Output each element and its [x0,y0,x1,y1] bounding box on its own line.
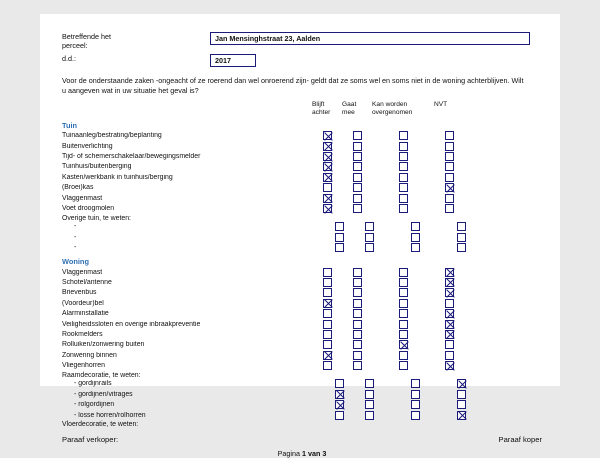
checkbox[interactable] [335,400,344,409]
checkbox-cell[interactable] [434,268,464,277]
checkbox[interactable] [323,173,332,182]
column-header-line1: Blijft [312,101,325,109]
checkbox-cell[interactable] [342,361,372,370]
checkbox-cell[interactable] [372,142,434,151]
checkbox[interactable] [399,330,408,339]
checkbox[interactable] [399,320,408,329]
checklist-label: Rolluiken/zonwering buiten [62,341,145,349]
checklist-label: Kasten/werkbank in tuinhuis/berging [62,173,173,181]
checkbox[interactable] [457,411,466,420]
checklist-row [62,329,542,339]
checkbox[interactable] [445,162,454,171]
checkbox-cell[interactable] [312,299,342,308]
checklist-label: Schotel/antenne [62,278,112,286]
checkbox-cell[interactable] [312,361,342,370]
checkbox-cell[interactable] [372,162,434,171]
checkbox-cell[interactable] [354,243,384,252]
checkbox-cell[interactable] [312,162,342,171]
checkbox[interactable] [445,152,454,161]
signature-footer [62,435,542,444]
checkbox-cell[interactable] [324,233,354,242]
checklist-label: Voet droogmolen [62,205,115,213]
checkbox[interactable] [365,379,374,388]
checklist-label: Buitenverlichting [62,142,113,150]
column-header-line2: mee [342,109,355,117]
checkbox-cell[interactable] [324,379,354,388]
checkbox-cell[interactable] [342,183,372,192]
floor-decoration-heading: Vloerdecoratie, te weten: [62,421,139,429]
checklist-label: Vlaggenmast [62,268,103,276]
document-page [40,14,560,458]
checkbox[interactable] [353,288,362,297]
checkbox[interactable] [411,243,420,252]
checkbox[interactable] [445,131,454,140]
column-header-line2: achter [312,109,331,117]
checkbox[interactable] [411,411,420,420]
checkbox[interactable] [399,268,408,277]
checkbox[interactable] [323,309,332,318]
checkbox-cell[interactable] [446,390,476,399]
checkbox-cell[interactable] [324,411,354,420]
checkbox[interactable] [335,233,344,242]
checkbox-cell[interactable] [312,152,342,161]
checkbox[interactable] [323,299,332,308]
checkbox-cell[interactable] [342,142,372,151]
checkbox-cell[interactable] [384,411,446,420]
checkbox-cell[interactable] [354,222,384,231]
checkbox-cell[interactable] [312,309,342,318]
page-number [62,449,542,458]
checkbox[interactable] [353,340,362,349]
date-label: d.d.: [62,54,76,63]
checkbox[interactable] [353,351,362,360]
checkbox-cell[interactable] [354,400,384,409]
checkbox[interactable] [353,173,362,182]
intro-text: Voor de onderstaande zaken -ongeacht of ze roerend dan wel onroerend zijn- geldt dat ze soms wel en soms niet in de woning achterblijven. Wilt u aangeven wat in uw situatie het geval is? [62,76,524,95]
checkbox[interactable] [445,278,454,287]
checkbox-cell[interactable] [342,131,372,140]
checkbox-cell[interactable] [372,268,434,277]
checkbox-cell[interactable] [372,204,434,213]
checkbox-cell[interactable] [372,183,434,192]
checkbox[interactable] [399,142,408,151]
checkbox-cell[interactable] [384,243,446,252]
checkbox[interactable] [399,173,408,182]
checklist-label: Vlaggenmast [62,194,103,202]
checkbox[interactable] [411,400,420,409]
checkbox[interactable] [399,299,408,308]
checkbox-cell[interactable] [372,299,434,308]
checkbox-cell[interactable] [384,400,446,409]
checkbox-cell[interactable] [372,330,434,339]
free-text-heading: Overige tuin, te weten: [62,214,131,222]
checkbox[interactable] [323,183,332,192]
checkbox-cell[interactable] [434,162,464,171]
checkbox-cell[interactable] [434,309,464,318]
column-header-kan-worden-overgenomen [372,101,434,116]
checkbox-cell[interactable] [312,340,342,349]
checklist-label: Tijd- of schemerschakelaar/bewegingsmelder [62,153,201,161]
checkbox[interactable] [353,299,362,308]
checkbox[interactable] [353,278,362,287]
checkbox-cell[interactable] [312,330,342,339]
checklist-label: Tuinaanleg/bestrating/beplanting [62,132,162,140]
checkbox-cell[interactable] [342,152,372,161]
page-number-prefix: Pagina [277,449,302,458]
checkbox[interactable] [353,162,362,171]
free-text-heading: Raamdecoratie, te weten: [62,371,141,379]
checkbox[interactable] [323,204,332,213]
checklist-row [62,193,542,203]
checkbox-cell[interactable] [372,278,434,287]
checkbox-cell[interactable] [434,173,464,182]
checkbox-cell[interactable] [312,142,342,151]
checklist-row [62,232,542,242]
checkbox[interactable] [457,222,466,231]
checkbox-cell[interactable] [434,361,464,370]
checkbox[interactable] [353,183,362,192]
checkbox-cell[interactable] [434,183,464,192]
buyer-initials-label: Paraaf koper [498,435,542,445]
section-title: Tuin [62,120,78,130]
checkbox-cell[interactable] [384,233,446,242]
checkbox[interactable] [411,222,420,231]
checklist-label: Rookmelders [62,330,103,338]
checkbox[interactable] [445,299,454,308]
checkbox-cell[interactable] [434,288,464,297]
sections-container [62,121,542,421]
checkbox[interactable] [445,194,454,203]
checklist-row [62,203,542,213]
checkbox-cell[interactable] [342,309,372,318]
subject-row [62,32,542,50]
checkbox[interactable] [445,340,454,349]
checkbox[interactable] [399,194,408,203]
checklist-label[interactable]: - gordijnen/vitrages [74,390,133,398]
checkbox[interactable] [323,330,332,339]
checkbox[interactable] [365,411,374,420]
checkbox-cell[interactable] [434,320,464,329]
checkbox[interactable] [445,351,454,360]
checkbox[interactable] [445,320,454,329]
checkbox[interactable] [457,243,466,252]
checkbox-cell[interactable] [342,204,372,213]
address-field[interactable]: Jan Mensinghstraat 23, Aalden [210,32,530,45]
checkbox-cell[interactable] [312,173,342,182]
checkbox[interactable] [365,390,374,399]
subject-label-line2: perceel: [62,41,88,50]
checkbox-cell[interactable] [312,268,342,277]
date-field[interactable]: 2017 [210,54,256,67]
checkbox[interactable] [353,361,362,370]
checkbox-cell[interactable] [434,340,464,349]
checkbox-cell[interactable] [342,340,372,349]
checklist-row [62,141,542,151]
checkbox-cell[interactable] [434,204,464,213]
checkbox-cell[interactable] [342,162,372,171]
checkbox[interactable] [399,183,408,192]
checkbox[interactable] [399,351,408,360]
checkbox-cell[interactable] [312,194,342,203]
checkbox-cell[interactable] [354,233,384,242]
checkbox[interactable] [445,330,454,339]
checklist-row [62,298,542,308]
checkbox-cell[interactable] [372,131,434,140]
checkbox[interactable] [335,390,344,399]
checkbox-cell[interactable] [324,243,354,252]
column-header-line1: Gaat [342,101,357,109]
checkbox-cell[interactable] [384,379,446,388]
checkbox-cell[interactable] [342,194,372,203]
checkbox[interactable] [411,390,420,399]
checkbox[interactable] [335,243,344,252]
checkbox[interactable] [399,361,408,370]
subject-label [62,32,210,50]
checkbox[interactable] [323,194,332,203]
checkbox[interactable] [399,131,408,140]
checkbox[interactable] [445,173,454,182]
checkbox[interactable] [399,204,408,213]
checkbox[interactable] [323,361,332,370]
column-header-line1: Kan worden [372,101,408,109]
checkbox-cell[interactable] [446,400,476,409]
checkbox-cell[interactable] [434,142,464,151]
checkbox-cell[interactable] [324,222,354,231]
checklist-row [62,277,542,287]
checkbox-cell[interactable] [372,288,434,297]
checklist-label: Zonwering binnen [62,351,117,359]
checkbox-cell[interactable] [446,379,476,388]
checkbox[interactable] [353,204,362,213]
checkbox-cell[interactable] [446,222,476,231]
column-headers [62,101,542,116]
checklist-label[interactable]: - [74,223,77,231]
checklist-row [62,400,542,410]
checkbox[interactable] [445,204,454,213]
column-header-blijft-achter [312,101,342,116]
checkbox[interactable] [365,233,374,242]
checkbox-cell[interactable] [434,351,464,360]
checklist-row [62,172,542,182]
checkbox-cell[interactable] [446,243,476,252]
checklist-label: (Voordeur)bel [62,299,104,307]
checkbox-cell[interactable] [312,320,342,329]
checkbox[interactable] [411,379,420,388]
checkbox-cell[interactable] [312,183,342,192]
checkbox-cell[interactable] [342,320,372,329]
checklist-row [62,131,542,141]
checkbox[interactable] [399,278,408,287]
checkbox[interactable] [445,183,454,192]
checkbox-cell[interactable] [384,390,446,399]
checkbox-cell[interactable] [434,194,464,203]
checkbox[interactable] [323,288,332,297]
checkbox-cell[interactable] [342,299,372,308]
checkbox-cell[interactable] [372,152,434,161]
checkbox[interactable] [399,162,408,171]
checklist-row [62,410,542,420]
checkbox-cell[interactable] [372,320,434,329]
checkbox-cell[interactable] [342,268,372,277]
checkbox-cell[interactable] [372,361,434,370]
checklist-row [62,389,542,399]
checkbox[interactable] [353,152,362,161]
checkbox-cell[interactable] [324,400,354,409]
checkbox[interactable] [399,152,408,161]
checklist-label: Alarminstallatie [62,310,109,318]
checkbox[interactable] [323,131,332,140]
checklist-label[interactable]: - [74,233,77,241]
checkbox[interactable] [323,142,332,151]
page-number-value: 1 van 3 [302,449,327,458]
checkbox[interactable] [399,340,408,349]
checkbox[interactable] [323,351,332,360]
checkbox-cell[interactable] [384,222,446,231]
checkbox-cell[interactable] [342,173,372,182]
checkbox-cell[interactable] [372,173,434,182]
checkbox-cell[interactable] [342,351,372,360]
checkbox[interactable] [323,340,332,349]
checkbox[interactable] [335,222,344,231]
checkbox[interactable] [353,194,362,203]
checklist-row [62,379,542,389]
checkbox[interactable] [353,268,362,277]
checkbox-cell[interactable] [354,411,384,420]
checkbox[interactable] [353,330,362,339]
checkbox[interactable] [323,162,332,171]
checkbox[interactable] [353,320,362,329]
checklist-row [62,340,542,350]
checkbox[interactable] [399,288,408,297]
checklist-row [62,360,542,370]
subject-label-line1: Betreffende het [62,32,112,41]
checkbox[interactable] [353,309,362,318]
checklist-label[interactable]: - [74,244,77,252]
checklist-label: (Broei)kas [62,184,94,192]
checklist-label[interactable]: - rolgordijnen [74,401,115,409]
checkbox-cell[interactable] [372,309,434,318]
checkbox[interactable] [445,288,454,297]
checkbox[interactable] [445,268,454,277]
checkbox-cell[interactable] [312,288,342,297]
checkbox-cell[interactable] [434,152,464,161]
checkbox[interactable] [365,243,374,252]
checkbox-cell[interactable] [434,131,464,140]
checkbox[interactable] [365,400,374,409]
checkbox[interactable] [411,233,420,242]
checkbox-cell[interactable] [354,390,384,399]
checkbox[interactable] [457,390,466,399]
checklist-row [62,288,542,298]
checklist-label: Tuinhuis/buitenberging [62,163,132,171]
checkbox-cell[interactable] [324,390,354,399]
checkbox-cell[interactable] [372,340,434,349]
checkbox-cell[interactable] [312,351,342,360]
checklist-label[interactable]: - losse horren/rolhorren [74,411,146,419]
checkbox[interactable] [457,233,466,242]
column-header-spacer [62,101,312,116]
checkbox-cell[interactable] [446,233,476,242]
checkbox-cell[interactable] [372,194,434,203]
checkbox-cell[interactable] [312,278,342,287]
checklist-row [62,222,542,232]
checklist-label: Veiligheidssloten en overige inbraakpreventie [62,320,201,328]
checklist-row [62,183,542,193]
seller-initials-label: Paraaf verkoper: [62,435,119,445]
checkbox-cell[interactable] [312,131,342,140]
checklist-row [62,243,542,253]
checklist-row [62,151,542,161]
checklist-row [62,308,542,318]
checkbox[interactable] [365,222,374,231]
checkbox[interactable] [457,400,466,409]
checkbox[interactable] [445,309,454,318]
column-header-nvt [434,101,464,116]
checkbox[interactable] [323,152,332,161]
checkbox[interactable] [335,379,344,388]
checklist-row [62,162,542,172]
column-header-line1: NVT [434,101,448,109]
checkbox-cell[interactable] [372,351,434,360]
checkbox-cell[interactable] [312,204,342,213]
checklist-label: Brievenbus [62,289,97,297]
checkbox[interactable] [445,361,454,370]
checkbox[interactable] [353,131,362,140]
checkbox-cell[interactable] [342,288,372,297]
checklist-label: Vliegenhorren [62,362,105,370]
checkbox[interactable] [353,142,362,151]
checklist-row [62,350,542,360]
checkbox[interactable] [323,268,332,277]
checkbox-cell[interactable] [446,411,476,420]
checkbox[interactable] [323,320,332,329]
checklist-label[interactable]: - gordijnrails [74,380,112,388]
column-header-gaat-mee [342,101,372,116]
checkbox-cell[interactable] [342,330,372,339]
checkbox-cell[interactable] [434,330,464,339]
checkbox[interactable] [457,379,466,388]
column-header-line2: overgenomen [372,109,413,117]
section-title: Woning [62,256,89,266]
checklist-row [62,267,542,277]
checkbox-cell[interactable] [342,278,372,287]
date-row [62,54,542,67]
checkbox[interactable] [399,309,408,318]
checkbox[interactable] [335,411,344,420]
checkbox-cell[interactable] [434,299,464,308]
checkbox[interactable] [323,278,332,287]
checkbox[interactable] [445,142,454,151]
checkbox-cell[interactable] [434,278,464,287]
checkbox-cell[interactable] [354,379,384,388]
checklist-row [62,319,542,329]
